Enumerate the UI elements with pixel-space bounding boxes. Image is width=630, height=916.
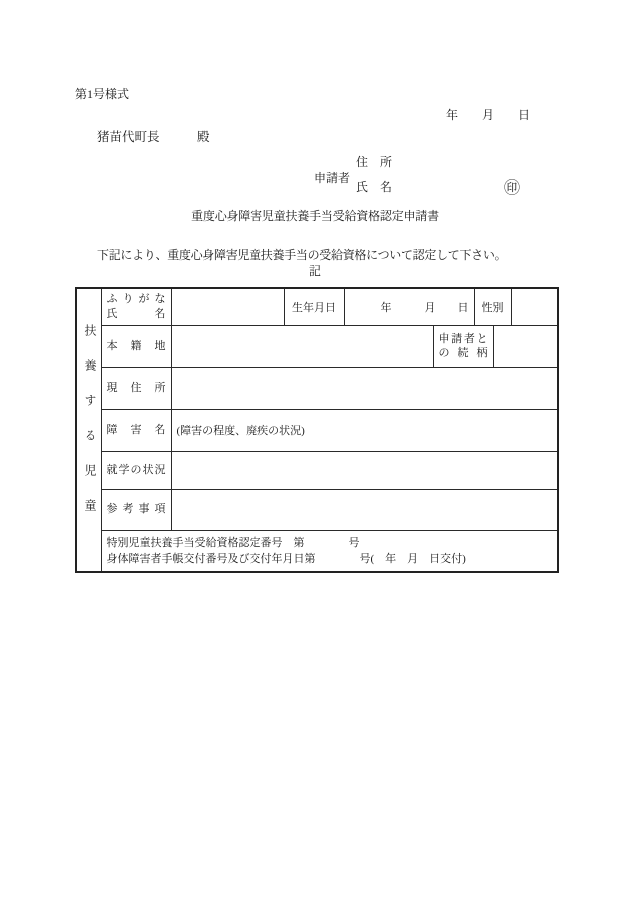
- schooling-row: [76, 451, 558, 489]
- relation-label-cell: [433, 325, 493, 367]
- relation-label-line2: の続柄: [438, 347, 488, 359]
- form-number: 第1号様式: [75, 87, 130, 101]
- reference-input-cell: [171, 489, 558, 530]
- instruction-text: 下記により、重度心身障害児童扶養手当の受給資格について認定して下さい。: [97, 248, 507, 262]
- reference-row: [76, 489, 558, 530]
- group-label-cell: [76, 288, 101, 572]
- gender-label: 性別: [474, 288, 511, 325]
- relation-input-cell: [493, 325, 558, 367]
- birthdate-label: 生年月日: [284, 288, 344, 325]
- gender-input-cell: [511, 288, 558, 325]
- record-heading: 記: [308, 264, 321, 278]
- application-table: [75, 287, 559, 573]
- name-label-cell: [101, 288, 171, 325]
- schooling-label-cell: [101, 451, 171, 489]
- domicile-label: 本籍地: [106, 339, 166, 352]
- certification-number-cell: [101, 530, 558, 572]
- name-row: [76, 288, 558, 325]
- disability-input-cell: (障害の程度、廃疾の状況): [171, 409, 558, 451]
- special-allowance-number-line: 特別児童扶養手当受給資格認定番号 第 号: [106, 536, 360, 549]
- addressee-line: 猪苗代町長 殿: [97, 130, 210, 144]
- group-label: 扶養する児童: [83, 323, 97, 534]
- disability-label: 障害名: [106, 423, 166, 436]
- form-title: 重度心身障害児童扶養手当受給資格認定申請書: [191, 209, 439, 223]
- current-address-input-cell: [171, 367, 558, 409]
- date-line: 年 月 日: [445, 108, 530, 122]
- disability-row: [76, 409, 558, 451]
- current-address-label-cell: [101, 367, 171, 409]
- name-label: 氏名: [106, 307, 166, 320]
- applicant-label: 申請者: [314, 171, 351, 185]
- relation-label-line1: 申請者と: [438, 333, 488, 345]
- certification-number-row: [76, 530, 558, 572]
- name-input-cell: [171, 288, 284, 325]
- domicile-input-cell: [171, 325, 433, 367]
- current-address-label: 現住所: [106, 381, 166, 394]
- birthdate-input-cell: 年 月 日: [344, 288, 474, 325]
- disability-handbook-number-line: 身体障害者手帳交付番号及び交付年月日第 号( 年 月 日交付): [106, 552, 466, 565]
- domicile-label-cell: [101, 325, 171, 367]
- furigana-label: ふりがな: [106, 292, 166, 305]
- domicile-row: [76, 325, 558, 367]
- schooling-input-cell: [171, 451, 558, 489]
- disability-label-cell: [101, 409, 171, 451]
- applicant-address-label: 住 所: [356, 155, 393, 169]
- reference-label: 参考事項: [106, 503, 166, 515]
- current-address-row: [76, 367, 558, 409]
- applicant-name-label: 氏 名: [356, 180, 393, 194]
- reference-label-cell: [101, 489, 171, 530]
- schooling-label: 就学の状況: [106, 463, 166, 476]
- seal-icon: ㊞: [504, 180, 521, 197]
